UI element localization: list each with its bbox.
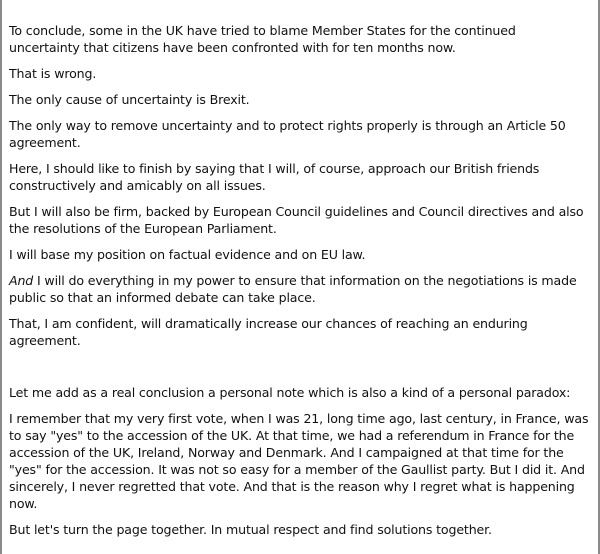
- italic-lead: And: [9, 273, 34, 288]
- paragraph-cause-brexit: The only cause of uncertainty is Brexit.: [9, 92, 250, 107]
- paragraph-conclusion-intro: To conclude, some in the UK have tried to blame Member States for the continued uncertainty that citizens have been confronted with for ten months now.: [9, 23, 516, 55]
- paragraph-firm-backing: But I will also be firm, backed by European Council guidelines and Council directives and also the resolutions of the European Parliament.: [9, 204, 584, 236]
- paragraph-enduring-agreement: That, I am confident, will dramatically increase our chances of reaching an enduring agreement.: [9, 316, 528, 348]
- paragraph-first-vote: I remember that my very first vote, when I was 21, long time ago, last century, in France, was to say "yes" to the accession of the UK. At that time, we had a referendum in France for the accession of the UK, Ireland, Norway and Denmark. And I campaigned at that time for the "yes" for the accession. It was not so easy for a member of the Gaullist party. But I did it. And sincerely, I never regretted that vote. And that is the reason why I regret what is happening now.: [9, 411, 589, 511]
- paragraph-transparency: [9, 272, 590, 306]
- paragraph-article-50: The only way to remove uncertainty and to protect rights properly is through an Article 50 agreement.: [9, 118, 566, 150]
- paragraph-personal-note: Let me add as a real conclusion a personal note which is also a kind of a personal paradox:: [9, 385, 571, 400]
- paragraph-body: I will do everything in my power to ensure that information on the negotiations is made public so that an informed debate can take place.: [9, 273, 577, 305]
- paragraph-turn-the-page: But let's turn the page together. In mutual respect and find solutions together.: [9, 522, 492, 537]
- paragraph-that-is-wrong: That is wrong.: [9, 66, 97, 81]
- paragraph-spacer: [9, 358, 590, 384]
- paragraph-british-friends: Here, I should like to finish by saying that I will, of course, approach our British friends constructively and amicably on all issues.: [9, 161, 540, 193]
- paragraph-eu-law: I will base my position on factual evidence and on EU law.: [9, 247, 366, 262]
